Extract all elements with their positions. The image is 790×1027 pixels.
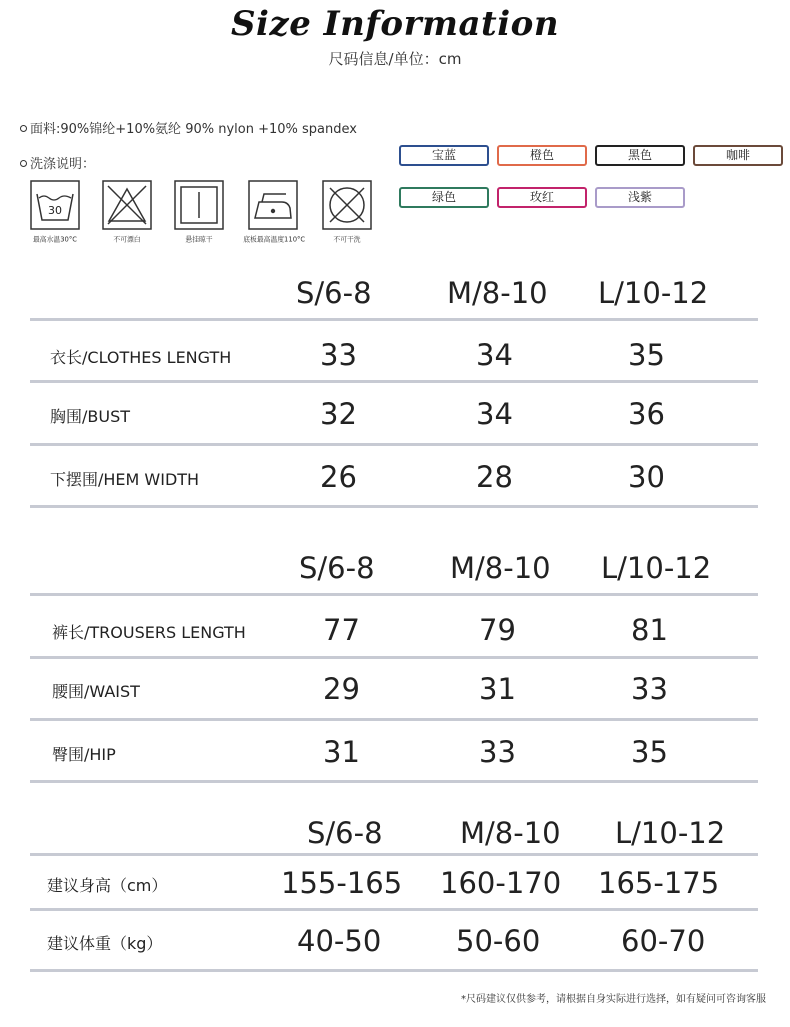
page-title: Size Information xyxy=(230,4,560,44)
size-header: S/6-8 xyxy=(296,276,372,310)
table-cell: 35 xyxy=(628,338,665,372)
wash-temp: 30 xyxy=(48,204,62,217)
care-title-text: 洗涤说明： xyxy=(30,157,96,172)
care-label: 最高水温30°C xyxy=(32,235,77,244)
row-label: 建议体重（kg） xyxy=(47,934,163,953)
table-cell: 29 xyxy=(323,672,360,706)
color-swatch-coffee[interactable]: 咖啡 xyxy=(693,145,783,166)
table-cell: 77 xyxy=(323,613,360,647)
divider xyxy=(30,853,758,856)
fabric-info xyxy=(20,118,357,137)
size-header: L/10-12 xyxy=(598,276,709,310)
table-cell: 31 xyxy=(479,672,516,706)
care-item-hang-dry xyxy=(164,180,234,245)
care-label: 不可干洗 xyxy=(333,235,361,244)
divider xyxy=(30,908,758,911)
table-cell: 50-60 xyxy=(456,924,541,958)
size-header: S/6-8 xyxy=(307,816,383,850)
bullet-icon xyxy=(20,160,27,167)
no-dry-clean-icon xyxy=(322,180,372,230)
iron-110-icon xyxy=(248,180,298,230)
care-label: 底板最高温度110°C xyxy=(243,235,306,244)
table-cell: 35 xyxy=(631,735,668,769)
table-cell: 81 xyxy=(631,613,668,647)
color-swatch-black[interactable]: 黑色 xyxy=(595,145,685,166)
table-cell: 28 xyxy=(476,460,513,494)
wash-30-icon xyxy=(30,180,80,230)
care-item-iron xyxy=(238,180,308,245)
row-label: 裤长/TROUSERS LENGTH xyxy=(52,623,246,642)
table-cell: 40-50 xyxy=(297,924,382,958)
table-cell: 30 xyxy=(628,460,665,494)
table-cell: 36 xyxy=(628,397,665,431)
row-label: 衣长/CLOTHES LENGTH xyxy=(50,348,232,367)
row-label: 下摆围/HEM WIDTH xyxy=(50,470,200,489)
size-header: L/10-12 xyxy=(615,816,726,850)
table-cell: 32 xyxy=(320,397,357,431)
fabric-text: 面料:90%锦纶+10%氨纶 90% nylon +10% spandex xyxy=(30,122,357,137)
table-cell: 79 xyxy=(479,613,516,647)
row-label: 臀围/HIP xyxy=(52,745,116,764)
table-cell: 155-165 xyxy=(281,866,403,900)
divider xyxy=(30,780,758,783)
color-swatch-blue[interactable]: 宝蓝 xyxy=(399,145,489,166)
table-cell: 160-170 xyxy=(440,866,562,900)
size-header: M/8-10 xyxy=(450,551,551,585)
table-cell: 26 xyxy=(320,460,357,494)
row-label: 胸围/BUST xyxy=(50,407,131,426)
divider xyxy=(30,505,758,508)
care-item-no-dry-clean xyxy=(312,180,382,245)
divider xyxy=(30,718,758,721)
care-item-wash xyxy=(20,180,90,245)
table-cell: 31 xyxy=(323,735,360,769)
table-cell: 33 xyxy=(320,338,357,372)
care-label: 悬挂晾干 xyxy=(185,235,213,244)
care-icons xyxy=(26,180,386,250)
table-cell: 34 xyxy=(476,397,513,431)
divider xyxy=(30,593,758,596)
care-item-no-bleach xyxy=(92,180,162,245)
divider xyxy=(30,969,758,972)
divider xyxy=(30,380,758,383)
table-cell: 33 xyxy=(631,672,668,706)
table-cell: 33 xyxy=(479,735,516,769)
color-swatch-orange[interactable]: 橙色 xyxy=(497,145,587,166)
bullet-icon xyxy=(20,125,27,132)
size-header: L/10-12 xyxy=(601,551,712,585)
divider xyxy=(30,318,758,321)
color-swatch-green[interactable]: 绿色 xyxy=(399,187,489,208)
hang-dry-icon xyxy=(174,180,224,230)
size-header: S/6-8 xyxy=(299,551,375,585)
size-header: M/8-10 xyxy=(460,816,561,850)
table-cell: 60-70 xyxy=(621,924,706,958)
table-cell: 34 xyxy=(476,338,513,372)
row-label: 腰围/WAIST xyxy=(52,682,140,701)
divider xyxy=(30,443,758,446)
footnote: *尺码建议仅供参考，请根据自身实际进行选择，如有疑问可咨询客服 xyxy=(461,994,766,1005)
no-bleach-icon xyxy=(102,180,152,230)
care-title xyxy=(20,153,95,172)
color-swatch-rose[interactable]: 玫红 xyxy=(497,187,587,208)
size-header: M/8-10 xyxy=(447,276,548,310)
page-subtitle: 尺码信息/单位：cm xyxy=(328,50,462,68)
row-label: 建议身高（cm） xyxy=(47,876,168,895)
care-label: 不可漂白 xyxy=(113,235,141,244)
color-swatch-lilac[interactable]: 浅紫 xyxy=(595,187,685,208)
table-cell: 165-175 xyxy=(598,866,720,900)
divider xyxy=(30,656,758,659)
